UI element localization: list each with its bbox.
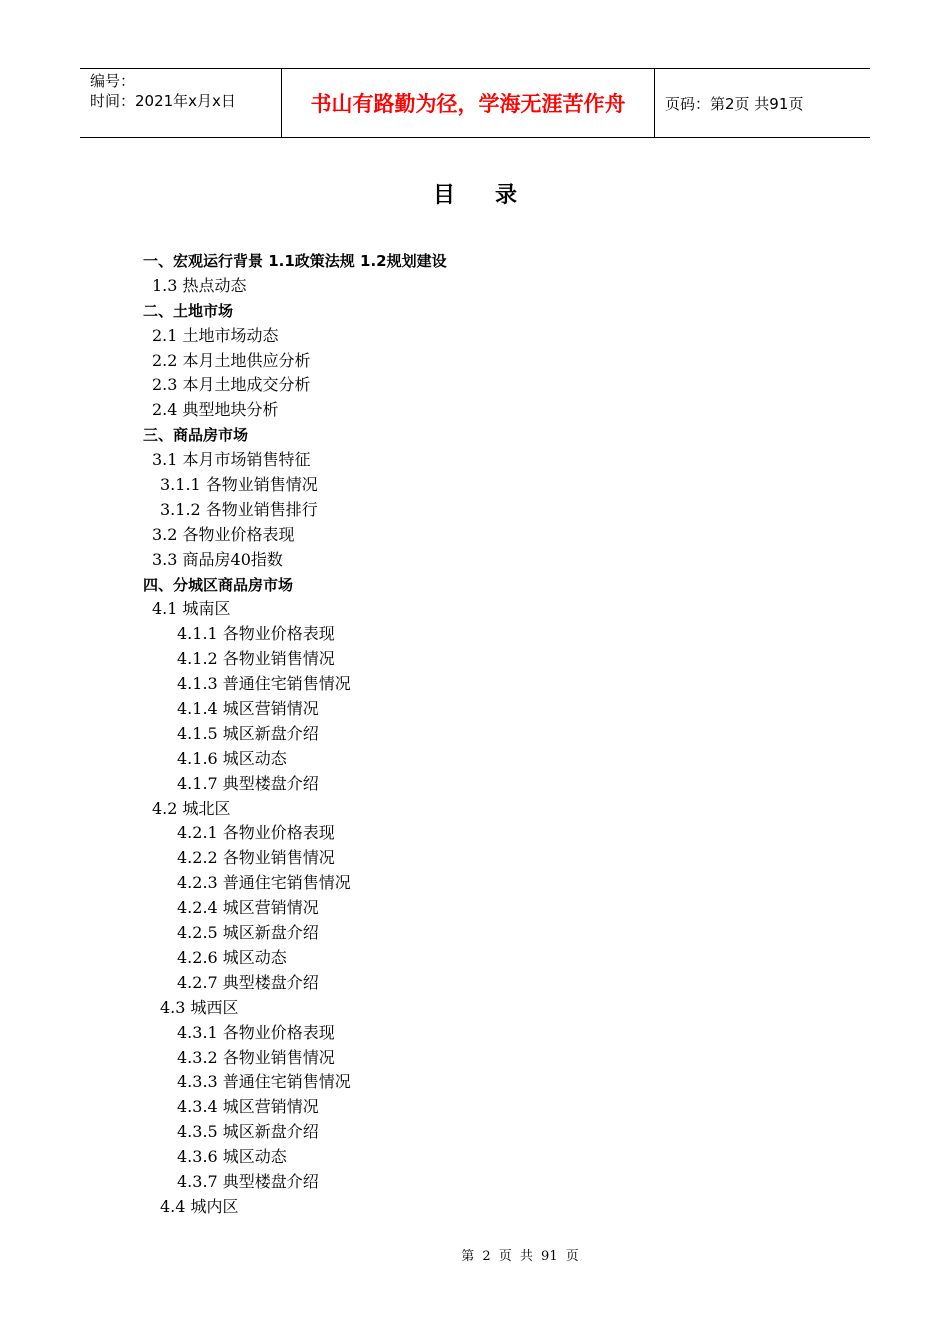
toc-entry: 2.1 土地市场动态	[152, 325, 279, 345]
document-header	[80, 68, 870, 138]
toc-entry: 4.2.4 城区营销情况	[177, 898, 319, 918]
toc-entry: 3.1.1 各物业销售情况	[160, 475, 318, 495]
toc-entry: 2.3 本月土地成交分析	[152, 375, 311, 395]
toc-entry: 4.1.6 城区动态	[177, 748, 287, 768]
toc-entry: 4.3.3 普通住宅销售情况	[177, 1072, 351, 1092]
toc-entry: 二、土地市场	[143, 301, 234, 320]
toc-entry: 三、商品房市场	[143, 426, 249, 445]
toc-entry: 4.2.6 城区动态	[177, 947, 287, 967]
toc-entry: 4.1.5 城区新盘介绍	[177, 723, 319, 743]
toc-entry: 4.3 城西区	[160, 997, 239, 1017]
toc-entry: 3.1.2 各物业销售排行	[160, 499, 318, 519]
toc-entry: 4.3.7 典型楼盘介绍	[177, 1171, 319, 1191]
toc-entry: 四、分城区商品房市场	[143, 575, 294, 594]
page-footer: 第 2 页 共 91 页	[461, 1249, 579, 1264]
page-title: 目录	[432, 183, 557, 208]
toc-entry: 4.2.1 各物业价格表现	[177, 823, 335, 843]
number-label: 编号：	[90, 72, 136, 90]
toc-entry: 4.2.7 典型楼盘介绍	[177, 972, 319, 992]
toc-entry: 4.2.3 普通住宅销售情况	[177, 873, 351, 893]
table-of-contents	[0, 249, 950, 1220]
toc-entry: 2.4 典型地块分析	[152, 400, 279, 420]
toc-entry: 4.4 城内区	[160, 1196, 239, 1216]
toc-entry: 4.3.5 城区新盘介绍	[177, 1122, 319, 1142]
toc-entry: 3.1 本月市场销售特征	[152, 450, 311, 470]
time-label: 时间：2021年x月x日	[90, 92, 236, 110]
toc-entry: 4.3.6 城区动态	[177, 1147, 287, 1167]
toc-entry: 4.1 城南区	[152, 599, 231, 619]
toc-entry: 3.3 商品房40指数	[152, 549, 283, 569]
toc-entry: 4.1.4 城区营销情况	[177, 699, 319, 719]
toc-entry: 4.2 城北区	[152, 798, 231, 818]
toc-entry: 4.3.4 城区营销情况	[177, 1097, 319, 1117]
header-motto: 书山有路勤为径，学海无涯苦作舟	[282, 69, 655, 137]
toc-entry: 4.1.2 各物业销售情况	[177, 649, 335, 669]
toc-entry: 4.3.2 各物业销售情况	[177, 1047, 335, 1067]
toc-entry: 2.2 本月土地供应分析	[152, 350, 311, 370]
header-meta-cell	[80, 69, 282, 137]
toc-entry: 一、宏观运行背景 1.1政策法规 1.2规划建设	[143, 252, 447, 270]
toc-entry: 4.2.5 城区新盘介绍	[177, 923, 319, 943]
toc-entry: 3.2 各物业价格表现	[152, 524, 295, 544]
toc-entry: 4.1.3 普通住宅销售情况	[177, 674, 351, 694]
toc-entry: 4.1.1 各物业价格表现	[177, 624, 335, 644]
toc-entry: 4.3.1 各物业价格表现	[177, 1022, 335, 1042]
toc-entry: 1.3 热点动态	[152, 275, 247, 295]
toc-entry: 4.2.2 各物业销售情况	[177, 848, 335, 868]
toc-entry: 4.1.7 典型楼盘介绍	[177, 773, 319, 793]
header-page-info: 页码：第2页 共91页	[665, 94, 804, 113]
